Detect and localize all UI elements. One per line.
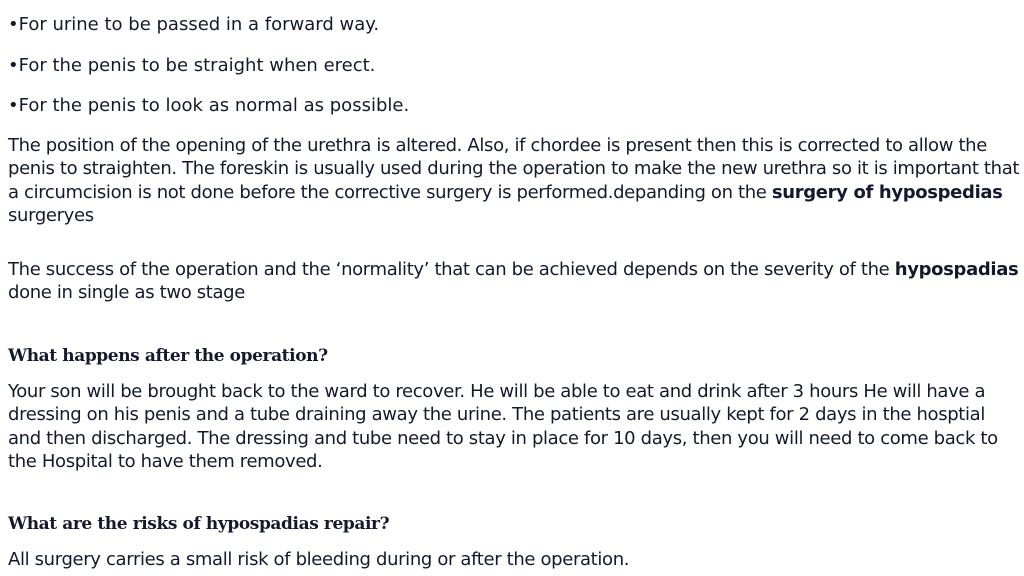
paragraph-procedure-description <box>8 134 1020 227</box>
paragraph-risks: All surgery carries a small risk of bleeding during or after the operation. <box>8 549 630 570</box>
bullet-item-straight-penis: •For the penis to be straight when erect. <box>8 55 376 76</box>
bullet-item-normal-look: •For the penis to look as normal as possible. <box>8 95 410 116</box>
heading-risks: What are the risks of hypospadias repair? <box>8 514 390 534</box>
paragraph-text: The success of the operation and the ‘normality’ that can be achieved depends on the severity of the <box>8 259 895 280</box>
paragraph-tail: done in single as two stage <box>8 282 245 304</box>
paragraph-text: The position of the opening of the urethra is altered. Also, if chordee is present then this is corrected to allow the penis to straighten. The foreskin is usually used during the operation to make the new urethra so it is important that a circumcision is not done before the corrective surgery is performed.depanding on the <box>8 135 1020 203</box>
bullet-item-forward-urine: •For urine to be passed in a forward way. <box>8 14 380 35</box>
paragraph-after-operation: Your son will be brought back to the ward to recover. He will be able to eat and drink after 3 hours He will have a dressing on his penis and a tube draining away the urine. The patients are usually kept for 2 days in the hosptial and then discharged. The dressing and tube need to stay in place for 10 days, then you will need to come back to the Hospital to have them removed. <box>8 381 998 472</box>
paragraph-success-description <box>8 258 1020 305</box>
bold-link-surgery-of-hypospedias[interactable]: surgery of hypospedias <box>771 181 1003 203</box>
heading-after-operation: What happens after the operation? <box>8 346 328 366</box>
paragraph-tail: surgeryes <box>8 204 94 226</box>
bold-link-hypospadias[interactable]: hypospadias <box>894 259 1019 280</box>
